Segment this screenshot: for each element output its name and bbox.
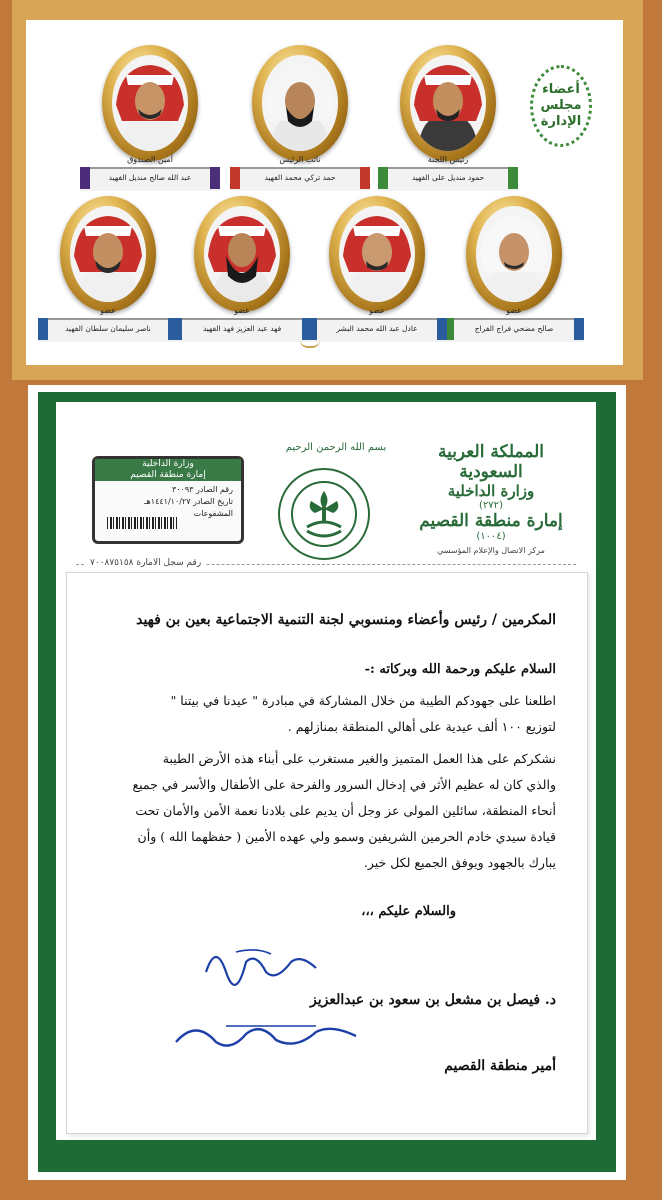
badge-line-1: أعضاء xyxy=(542,82,580,97)
signer-name: د. فيصل بن مشعل بن سعود بن عبدالعزيز xyxy=(309,992,556,1008)
salutation: المكرمين / رئيس وأعضاء ومنسوبي لجنة التنمية الاجتماعية بعين بن فهيد xyxy=(136,612,556,628)
emir-signature-icon xyxy=(166,1014,366,1054)
member-ribbon xyxy=(172,318,312,342)
greeting: السلام عليكم ورحمة الله وبركاته :- xyxy=(364,662,556,677)
member-card xyxy=(230,45,370,215)
portrait-frame xyxy=(400,45,496,161)
badge-line-3: الإدارة xyxy=(540,114,582,129)
member-ribbon xyxy=(80,167,220,191)
portrait-frame xyxy=(252,45,348,161)
letterhead-code: (٢٧٢) xyxy=(479,500,503,511)
member-photo xyxy=(112,55,188,151)
body-line: قيادة سيدي خادم الحرمين الشريفين وسمو ولي عهده الأمين ( حفظهما الله ) وأن xyxy=(137,829,556,844)
member-role: عضو xyxy=(369,306,385,315)
badge-line-2: مجلس xyxy=(540,98,582,113)
member-card xyxy=(307,196,447,366)
member-card xyxy=(378,45,518,215)
body-line: اطلعنا على جهودكم الطيبة من خلال المشاركة في مبادرة " عيدنا في بيتنا " xyxy=(170,693,556,708)
body-line: يبارك بالجهود ويوفق الجميع لكل خير. xyxy=(363,855,556,870)
member-role: عضو xyxy=(506,306,522,315)
member-card xyxy=(38,196,178,366)
portrait-frame xyxy=(194,196,290,312)
portrait-frame xyxy=(102,45,198,161)
member-name: عبد الله صالح منديل الفهيد xyxy=(108,173,192,182)
letterhead-code-2: (١٠٠٤) xyxy=(476,531,506,542)
incoming-stamp xyxy=(92,456,244,544)
member-card xyxy=(444,196,584,366)
stamp-header xyxy=(95,459,241,481)
stamp-line-2: إمارة منطقة القصيم xyxy=(130,470,206,480)
member-card xyxy=(172,196,312,366)
stamp-row-attachments: المشفوعات xyxy=(193,509,233,518)
barcode-icon xyxy=(107,517,177,529)
member-photo xyxy=(70,206,146,302)
ministry-emblem-icon xyxy=(278,468,370,560)
member-role: نائب الرئيس xyxy=(279,155,321,164)
registry-number: رقم سجل الامارة ٧٠٠٨٧٥١٥٨ xyxy=(86,558,205,568)
member-name: ناصر سليمان سلطان الفهيد xyxy=(65,324,151,333)
portrait-frame xyxy=(60,196,156,312)
letter-page xyxy=(56,402,596,1140)
body-line: نشكركم على هذا العمل المتميز والغير مستغرب على أبناء هذه الأرض الطيبة xyxy=(162,751,556,766)
member-name: حمد تركي محمد الفهيد xyxy=(264,173,336,182)
member-card xyxy=(80,45,220,215)
letterhead-ministry: وزارة الداخلية xyxy=(447,482,535,500)
stamp-row-date: تاريخ الصادر ١٤٤١/١٠/٢٧هـ xyxy=(144,497,233,506)
member-ribbon xyxy=(230,167,370,191)
letterhead-department: مركز الاتصال والإعلام المؤسسي xyxy=(437,546,545,555)
signer-title: أمير منطقة القصيم xyxy=(444,1058,556,1074)
stamp-line-1: وزارة الداخلية xyxy=(142,459,194,469)
member-ribbon xyxy=(38,318,178,342)
board-badge xyxy=(530,65,592,147)
member-photo xyxy=(339,206,415,302)
member-role: عضو xyxy=(100,306,116,315)
member-role: رئيس اللجنة xyxy=(427,155,469,164)
body-line: لتوزيع ١٠٠ ألف عيدية على أهالي المنطقة بمنازلهم . xyxy=(287,719,556,734)
letterhead xyxy=(406,442,576,555)
member-name: صالح مضحي فراج الفراج xyxy=(474,324,554,333)
letterhead-emirate: إمارة منطقة القصيم xyxy=(419,511,563,531)
portrait-frame xyxy=(466,196,562,312)
portrait-frame xyxy=(329,196,425,312)
member-role: أمين الصندوق xyxy=(127,155,173,164)
body-line: أنحاء المنطقة، سائلين المولى عز وجل أن يديم على بلادنا نعمة الأمن والأمان تحت xyxy=(135,803,556,818)
stamp-row-number: رقم الصادر ٣٠٠٩٣ xyxy=(171,485,233,494)
letterhead-kingdom: المملكة العربية السعودية xyxy=(437,442,545,482)
letter-body xyxy=(76,688,556,876)
body-line: والذي كان له عظيم الأثر في إدخال السرور والفرحة على الأطفال والأسر في جميع xyxy=(132,777,556,792)
member-ribbon xyxy=(444,318,584,342)
member-photo xyxy=(476,206,552,302)
member-photo xyxy=(262,55,338,151)
member-name: عادل عبد الله محمد البشر xyxy=(336,324,418,333)
member-ribbon xyxy=(307,318,447,342)
closing: والسلام عليكم ،،، xyxy=(361,904,456,919)
member-name: فهد عبد العزيز فهد الفهيد xyxy=(202,324,282,333)
member-role: عضو xyxy=(234,306,250,315)
member-ribbon xyxy=(378,167,518,191)
basmala: بسم الله الرحمن الرحيم xyxy=(285,442,387,453)
approval-signature-icon xyxy=(196,932,336,992)
member-name: حمود مندیل علی الفهید xyxy=(411,173,485,182)
member-photo xyxy=(410,55,486,151)
member-photo xyxy=(204,206,280,302)
